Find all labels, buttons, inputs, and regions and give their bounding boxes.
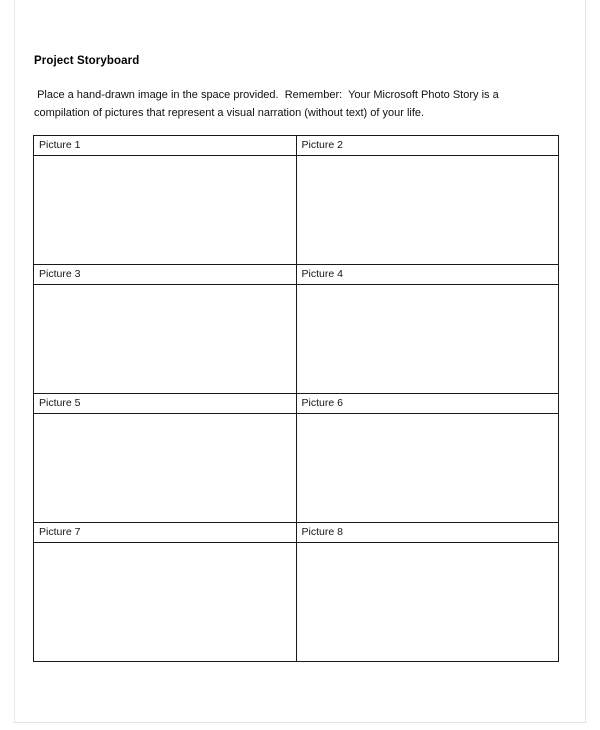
storyboard-label-row [34,136,559,156]
storyboard-draw-row [34,543,559,662]
cell-label-picture-5: Picture 5 [34,394,297,414]
cell-label-picture-8: Picture 8 [296,523,559,543]
cell-label-picture-6: Picture 6 [296,394,559,414]
storyboard-label-row [34,523,559,543]
storyboard-table [33,135,559,662]
drawing-area[interactable] [34,543,296,661]
drawing-area[interactable] [297,414,559,522]
cell-draw-picture-5[interactable] [34,414,297,523]
instructions-paragraph: Place a hand-drawn image in the space provided. Remember: Your Microsoft Photo Story is a compilation of pictures that represent a visual narration (without text) of your life. [34,89,502,119]
cell-label-picture-3: Picture 3 [34,265,297,285]
page-title: Project Storyboard [34,55,140,67]
cell-label-picture-4: Picture 4 [296,265,559,285]
cell-draw-picture-6[interactable] [296,414,559,523]
storyboard-label-row [34,265,559,285]
storyboard-label-row [34,394,559,414]
cell-draw-picture-2[interactable] [296,156,559,265]
drawing-area[interactable] [297,543,559,661]
cell-draw-picture-8[interactable] [296,543,559,662]
drawing-area[interactable] [34,414,296,522]
storyboard-draw-row [34,285,559,394]
drawing-area[interactable] [34,285,296,393]
cell-draw-picture-3[interactable] [34,285,297,394]
drawing-area[interactable] [297,285,559,393]
document-page [14,0,586,723]
cell-label-picture-7: Picture 7 [34,523,297,543]
storyboard-draw-row [34,414,559,523]
storyboard-draw-row [34,156,559,265]
cell-draw-picture-7[interactable] [34,543,297,662]
cell-draw-picture-4[interactable] [296,285,559,394]
drawing-area[interactable] [34,156,296,264]
drawing-area[interactable] [297,156,559,264]
cell-label-picture-1: Picture 1 [34,136,297,156]
cell-label-picture-2: Picture 2 [296,136,559,156]
cell-draw-picture-1[interactable] [34,156,297,265]
